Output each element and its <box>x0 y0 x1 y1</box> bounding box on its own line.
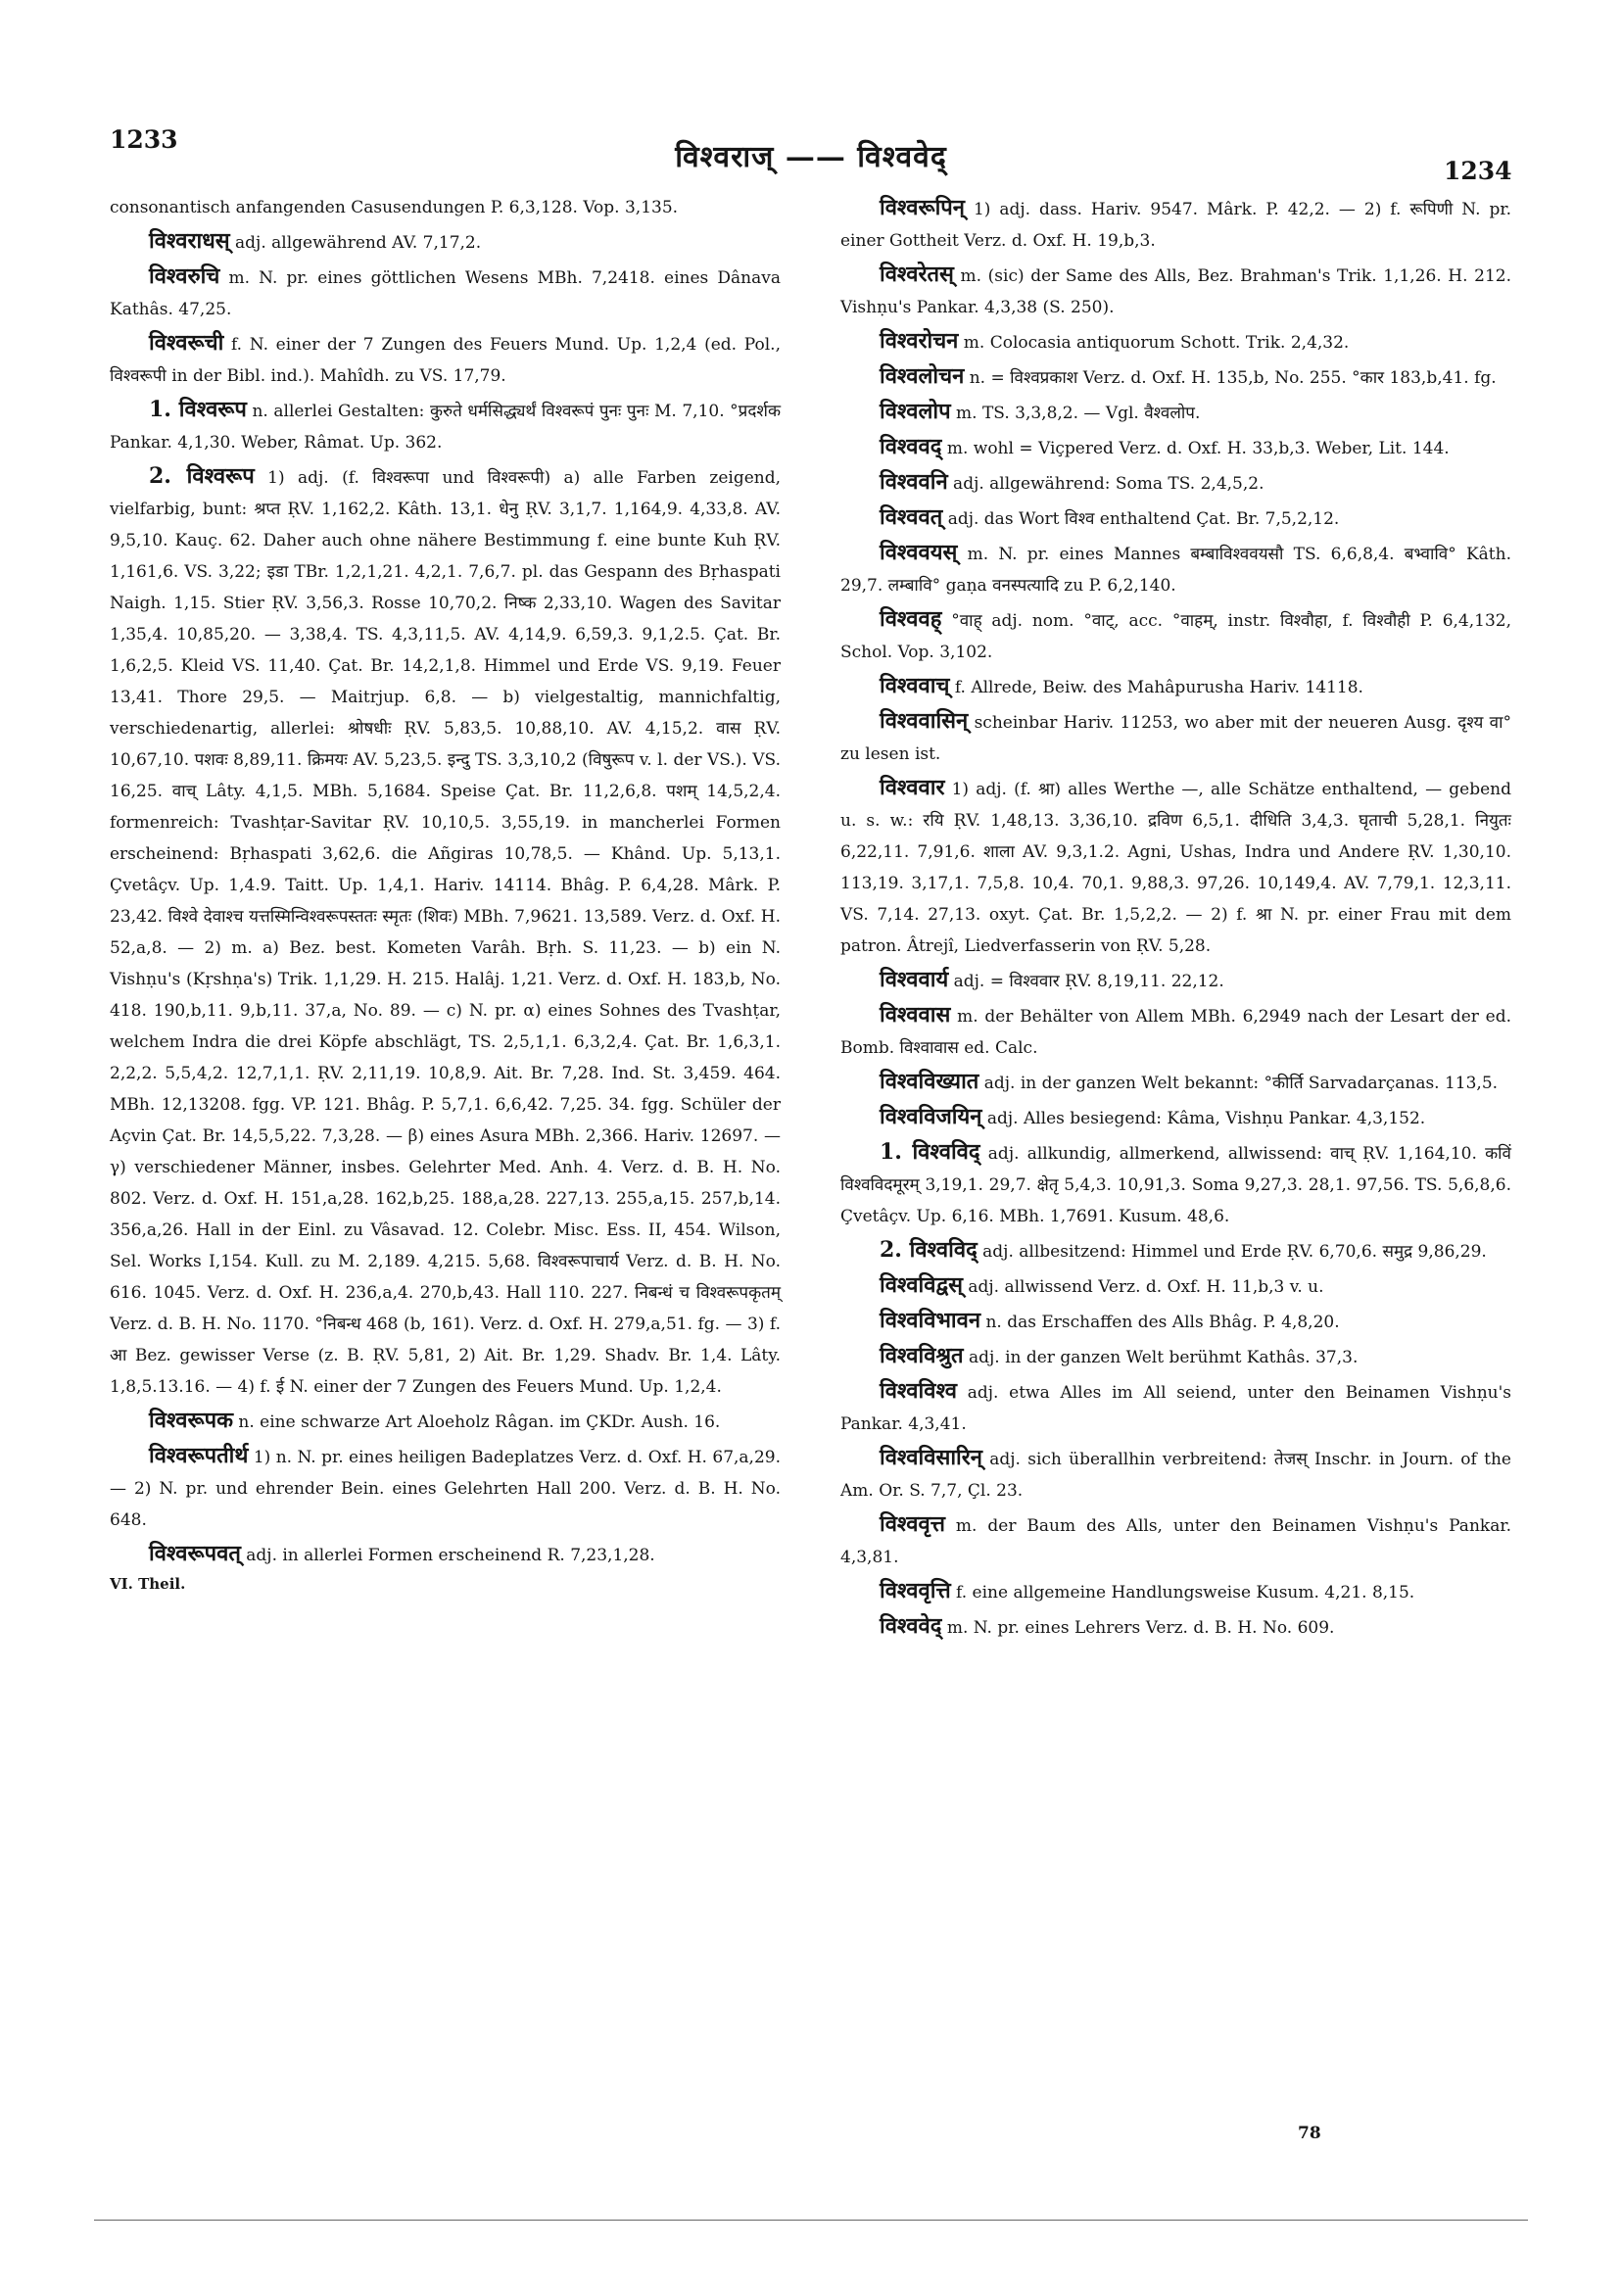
entry-headword: विश्ववद् <box>880 434 942 459</box>
dictionary-entry <box>840 537 1511 601</box>
dictionary-entry <box>840 192 1511 257</box>
entry-headword: विश्वविश्व <box>880 1378 958 1404</box>
entry-text: adj. Alles besiegend: Kâma, Vishṇu Pankar. 4,3,152. <box>981 1109 1426 1128</box>
entry-text: n. allerlei Gestalten: कुरुते धर्मसिद्ध्यर्थं विश्वरूपं पुनः पुनः M. 7,10. °प्रदर्शक Pankar. 4,1,30. Weber, Râmat. Up. 362. <box>110 402 781 453</box>
dictionary-entry <box>110 261 781 325</box>
entry-headword: विश्ववृत्त <box>880 1511 945 1537</box>
entry-text: 1) adj. (f. श्रा) alles Werthe —, alle Schätze enthaltend, — gebend u. s. w.: रयि ṚV. 1,48,13. 3,36,10. द्रविण 6,5,1. दीधिति 3,4,3. घृताची 5,28,1. नियुतः 6,22,11. 7,91,6. शाला AV. 9,3,1.2. Agni, Ushas, Indra und Andere ṚV. 1,30,10. 113,19. 3,17,1. 7,5,8. 10,4. 70,1. 9,88,3. 97,26. 10,149,4. AV. 7,79,1. 12,3,11. VS. 7,14. 27,13. oxyt. Çat. Br. 1,5,2,2. — 2) f. श्रा N. pr. einer Frau mit dem patron. Âtrejî, Liedverfasserin von ṚV. 5,28. <box>840 780 1511 956</box>
entry-text: °वाह् adj. nom. °वाट्, acc. °वाहम्, instr. विश्वौहा, f. विश्वौही P. 6,4,132, Schol. Vop. 3,102. <box>840 611 1511 662</box>
sheet-signature-number: 78 <box>1298 2124 1321 2143</box>
dictionary-entry <box>110 1538 781 1571</box>
dictionary-entry <box>840 964 1511 997</box>
entry-headword: विश्ववृत्ति <box>880 1578 951 1603</box>
entry-text: n. = विश्वप्रकाश Verz. d. Oxf. H. 135,b, No. 255. °कार 183,b,41. fg. <box>964 368 1497 388</box>
entry-headword: विश्ववनि <box>880 469 948 495</box>
dictionary-entry <box>840 1508 1511 1573</box>
dictionary-entry <box>840 1375 1511 1440</box>
dictionary-entry <box>840 1234 1511 1268</box>
entry-text: m. Colocasia antiquorum Schott. Trik. 2,4,32. <box>958 333 1350 353</box>
entry-text: 1) adj. dass. Hariv. 9547. Mârk. P. 42,2. — 2) f. रूपिणी N. pr. einer Gottheit Verz. d. Oxf. H. 19,b,3. <box>840 200 1511 251</box>
entry-text: adj. sich überallhin verbreitend: तेजस् Inschr. in Journ. of the Am. Or. S. 7,7, Çl. 23. <box>840 1450 1511 1501</box>
entry-text: m. (sic) der Same des Alls, Bez. Brahman's Trik. 1,1,26. H. 212. Vishṇu's Pankar. 4,3,38 (S. 250). <box>840 266 1511 317</box>
page-number-right: 1234 <box>1444 157 1512 185</box>
entry-text: n. das Erschaffen des Alls Bhâg. P. 4,8,20. <box>980 1313 1340 1332</box>
entry-headword: 1. विश्वरूप <box>149 397 247 422</box>
entry-text: consonantisch anfangenden Casusendungen P. 6,3,128. Vop. 3,135. <box>110 198 679 217</box>
entry-headword: विश्ववार्य <box>880 967 949 992</box>
dictionary-entry <box>840 772 1511 962</box>
entry-text: m. wohl = Viçpered Verz. d. Oxf. H. 33,b,3. Weber, Lit. 144. <box>941 439 1450 458</box>
entry-headword: विश्वविश्रुत <box>880 1343 964 1368</box>
dictionary-entry <box>840 1305 1511 1338</box>
entry-headword: विश्वविद्वस् <box>880 1272 963 1298</box>
entry-headword: विश्वरेतस् <box>880 262 954 287</box>
entry-headword: विश्वलोचन <box>880 363 965 389</box>
dictionary-entry <box>840 325 1511 359</box>
dictionary-entry <box>840 360 1511 394</box>
entry-headword: 2. विश्वविद् <box>880 1237 978 1263</box>
entry-headword: विश्वराधस् <box>149 228 230 254</box>
entry-headword: विश्वरूपतीर्थ <box>149 1443 249 1468</box>
entry-text: m. N. pr. eines göttlichen Wesens MBh. 7,2418. eines Dânava Kathâs. 47,25. <box>110 268 781 319</box>
entry-headword: विश्ववेद् <box>880 1613 942 1639</box>
entry-text: adj. allbesitzend: Himmel und Erde ṚV. 6,70,6. समुद्र 9,86,29. <box>977 1242 1487 1262</box>
entry-text: m. TS. 3,3,8,2. — Vgl. वैश्वलोप. <box>950 404 1201 423</box>
dictionary-entry <box>840 466 1511 500</box>
entry-headword: विश्ववास <box>880 1002 951 1028</box>
entry-headword: विश्वरूची <box>149 330 224 356</box>
entry-headword: विश्ववयस् <box>880 540 958 565</box>
entry-headword: विश्ववह् <box>880 606 942 632</box>
entry-headword: विश्ववासिन् <box>880 708 969 734</box>
entry-text: adj. in der ganzen Welt berühmt Kathâs. 37,3. <box>963 1348 1359 1367</box>
entry-text: f. Allrede, Beiw. des Mahâpurusha Hariv. 14118. <box>949 678 1363 697</box>
dictionary-entry <box>840 1066 1511 1099</box>
entry-headword: विश्ववार <box>880 775 945 800</box>
entry-text: m. der Baum des Alls, unter den Beinamen Vishṇu's Pankar. 4,3,81. <box>840 1516 1511 1567</box>
entry-headword: विश्वरूपवत् <box>149 1541 241 1566</box>
dictionary-entry <box>840 431 1511 464</box>
entry-headword: विश्वरोचन <box>880 328 959 354</box>
entry-headword: विश्वविख्यात <box>880 1069 979 1094</box>
left-column <box>110 192 781 1593</box>
entry-headword: विश्वविभावन <box>880 1308 981 1333</box>
dictionary-entry <box>840 999 1511 1064</box>
entry-text: adj. allkundig, allmerkend, allwissend: वाच् ṚV. 1,164,10. कविं विश्वविदमूरम् 3,19,1. 29,7. क्षेतृ 5,4,3. 10,91,3. Soma 9,27,3. 28,1. 97,56. TS. 5,6,8,6. Çvetâçv. Up. 6,16. MBh. 1,7691. Kusum. 48,6. <box>840 1144 1511 1226</box>
entry-headword: विश्ववाच् <box>880 673 950 698</box>
entry-headword: विश्वरूपक <box>149 1408 233 1433</box>
dictionary-entry <box>840 603 1511 668</box>
entry-headword: विश्वरुचि <box>149 263 220 289</box>
entry-text: n. eine schwarze Art Aloeholz Râgan. im ÇKDr. Aush. 16. <box>233 1412 721 1432</box>
entry-text: 1) adj. (f. विश्वरूपा und विश्वरूपी) a) alle Farben zeigend, vielfarbig, bunt: श्रप्त ṚV. 1,162,2. Kâth. 13,1. धेनु ṚV. 3,1,7. 1,164,9. 4,33,8. AV. 9,5,10. Kauç. 62. Daher auch ohne nähere Bestimmung f. eine bunte Kuh ṚV. 1,161,6. VS. 3,22; इडा TBr. 1,2,1,21. 4,2,1. 7,6,7. pl. das Gespann des Bṛhaspati Naigh. 1,15. Stier ṚV. 3,56,3. Rosse 10,70,2. निष्क 2,33,10. Wagen des Savitar 1,35,4. 10,85,20. — 3,38,4. TS. 4,3,11,5. AV. 4,14,9. 6,59,3. 9,1,2.5. Çat. Br. 1,6,2,5. Kleid VS. 11,40. Çat. Br. 14,2,1,8. Himmel und Erde VS. 9,19. Feuer 13,41. Thore 29,5. — Maitrjup. 6,8. — b) vielgestaltig, mannichfaltig, verschiedenartig, allerlei: श्रोषधीः ṚV. 5,83,5. 10,88,10. AV. 4,15,2. वास ṚV. 10,67,10. पशवः 8,89,11. क्रिमयः AV. 5,23,5. इन्दु TS. 3,3,10,2 (विषुरूप v. l. der VS.). VS. 16,25. वाच् Lâty. 4,1,5. MBh. 5,1684. Speise Çat. Br. 11,2,6,8. पशम् 14,5,2,4. formenreich: Tvashṭar-Savitar ṚV. 10,10,5. 3,55,19. in mancherlei Formen erscheinend: Bṛhaspati 3,62,6. die Añgiras 10,78,5. — Khând. Up. 5,13,1. Çvetâçv. Up. 1,4.9. Taitt. Up. 1,4,1. Hariv. 14114. Bhâg. P. 6,4,28. Mârk. P. 23,42. विश्वे देवाश्च यत्तस्मिन्विश्वरूपस्ततः स्मृतः (शिवः) MBh. 7,9621. 13,589. Verz. d. Oxf. H. 52,a,8. — 2) m. a) Bez. best. Kometen Varâh. Bṛh. S. 11,23. — b) ein N. Vishṇu's (Kṛshṇa's) Trik. 1,1,29. H. 215. Halâj. 1,21. Verz. d. Oxf. H. 183,b, No. 418. 190,b,11. 9,b,11. 37,a, No. 89. — c) N. pr. α) eines Sohnes des Tvashṭar, welchem Indra die drei Köpfe abschlägt, TS. 2,5,1,1. 6,3,2,4. Çat. Br. 1,6,3,1. 2,2,2. 5,5,4,2. 12,7,1,1. ṚV. 2,11,19. 10,8,9. Ait. Br. 7,28. Ind. St. 3,459. 464. MBh. 12,13208. fgg. VP. 121. Bhâg. P. 5,7,1. 6,6,42. 7,25. 34. fgg. Schüler der Açvin Çat. Br. 14,5,5,22. 7,3,28. — β) eines Asura MBh. 2,366. Hariv. 12697. — γ) verschiedener Männer, insbes. Gelehrter Med. Anh. 4. Verz. d. B. H. No. 802. Verz. d. Oxf. H. 151,a,28. 162,b,25. 188,a,28. 227,13. 255,a,15. 257,b,14. 356,a,26. Hall in der Einl. zu Vâsavad. 12. Colebr. Misc. Ess. II, 454. Wilson, Sel. Works I,154. Kull. zu M. 2,189. 4,215. 5,68. विश्वरूपाचार्य Verz. d. B. H. No. 616. 1045. Verz. d. Oxf. H. 236,a,4. 270,b,43. Hall 110. 227. निबन्धं च विश्वरूपकृतम् Verz. d. B. H. No. 1170. °निबन्ध 468 (b, 161). Verz. d. Oxf. H. 279,a,51. fg. — 3) f. आ Bez. gewisser Verse (z. B. ṚV. 5,81, 2) Ait. Br. 1,29. Shadv. Br. 1,4. Lâty. 1,8,5.13.16. — 4) f. ई N. einer der 7 Zungen des Feuers Mund. Up. 1,2,4. <box>110 468 781 1397</box>
entry-text: adj. allwissend Verz. d. Oxf. H. 11,b,3 v. u. <box>962 1277 1324 1297</box>
entry-text: m. der Behälter von Allem MBh. 6,2949 nach der Lesart der ed. Bomb. विश्वावास ed. Calc. <box>840 1007 1511 1058</box>
entry-text: adj. etwa Alles im All seiend, unter den Beinamen Vishṇu's Pankar. 4,3,41. <box>840 1383 1511 1434</box>
dictionary-entry <box>840 259 1511 323</box>
entry-headword: 1. विश्वविद् <box>880 1139 980 1165</box>
dictionary-entry <box>840 705 1511 770</box>
dictionary-entry <box>840 1442 1511 1507</box>
entry-headword: विश्वविजयिन् <box>880 1104 982 1129</box>
dictionary-entry <box>110 225 781 259</box>
entry-headword: विश्ववत् <box>880 504 943 530</box>
running-headwords: विश्वराज् —— विश्ववेद् <box>675 140 947 174</box>
dictionary-entry <box>110 192 781 223</box>
dictionary-entry <box>110 327 781 392</box>
entry-text: f. eine allgemeine Handlungsweise Kusum. 4,21. 8,15. <box>950 1583 1415 1602</box>
sheet-signature: VI. Theil. <box>110 1575 186 1593</box>
entry-headword: विश्वविसारिन् <box>880 1445 982 1470</box>
dictionary-entry <box>840 396 1511 429</box>
entry-text: 1) n. N. pr. eines heiligen Badeplatzes Verz. d. Oxf. H. 67,a,29. — 2) N. pr. und ehrender Bein. eines Gelehrten Hall 200. Verz. d. B. H. No. 648. <box>110 1448 781 1530</box>
entry-headword: 2. विश्वरूप <box>149 463 255 489</box>
entry-text: m. N. pr. eines Mannes बम्बाविश्ववयसौ TS. 6,6,8,4. बभ्वावि° Kâth. 29,7. लम्बावि° gaṇa वनस्पत्यादि zu P. 6,2,140. <box>840 545 1511 596</box>
dictionary-entry <box>110 460 781 1403</box>
dictionary-entry <box>840 1269 1511 1303</box>
dictionary-entry <box>110 394 781 458</box>
dictionary-entry <box>110 1405 781 1438</box>
entry-headword: विश्वलोप <box>880 399 951 424</box>
entry-text: adj. in der ganzen Welt bekannt: °कीर्ति Sarvadarçanas. 113,5. <box>978 1074 1499 1093</box>
entry-text: adj. in allerlei Formen erscheinend R. 7,23,1,28. <box>240 1546 655 1565</box>
entry-text: m. N. pr. eines Lehrers Verz. d. B. H. No. 609. <box>941 1618 1335 1638</box>
entry-text: scheinbar Hariv. 11253, wo aber mit der neueren Ausg. दृश्य वा° zu lesen ist. <box>840 713 1511 764</box>
page-number-left: 1233 <box>110 125 178 154</box>
dictionary-entry <box>840 1610 1511 1644</box>
entry-headword: विश्वरूपिन् <box>880 195 966 220</box>
dictionary-entry <box>840 1340 1511 1373</box>
dictionary-entry <box>840 502 1511 535</box>
dictionary-entry <box>110 1440 781 1536</box>
entry-text: adj. allgewährend: Soma TS. 2,4,5,2. <box>947 474 1264 494</box>
entry-text: adj. allgewährend AV. 7,17,2. <box>229 233 482 253</box>
dictionary-entry <box>840 670 1511 703</box>
dictionary-entry <box>840 1136 1511 1232</box>
entry-text: adj. = विश्ववार ṚV. 8,19,11. 22,12. <box>948 972 1224 991</box>
entry-text: adj. das Wort विश्व enthaltend Çat. Br. 7,5,2,12. <box>942 509 1340 529</box>
bottom-rule <box>94 2220 1528 2221</box>
entry-text: f. N. einer der 7 Zungen des Feuers Mund. Up. 1,2,4 (ed. Pol., विश्वरूपी in der Bibl. ind.). Mahîdh. zu VS. 17,79. <box>110 335 781 386</box>
right-column <box>840 192 1511 1646</box>
dictionary-entry <box>840 1575 1511 1608</box>
dictionary-entry <box>840 1101 1511 1134</box>
